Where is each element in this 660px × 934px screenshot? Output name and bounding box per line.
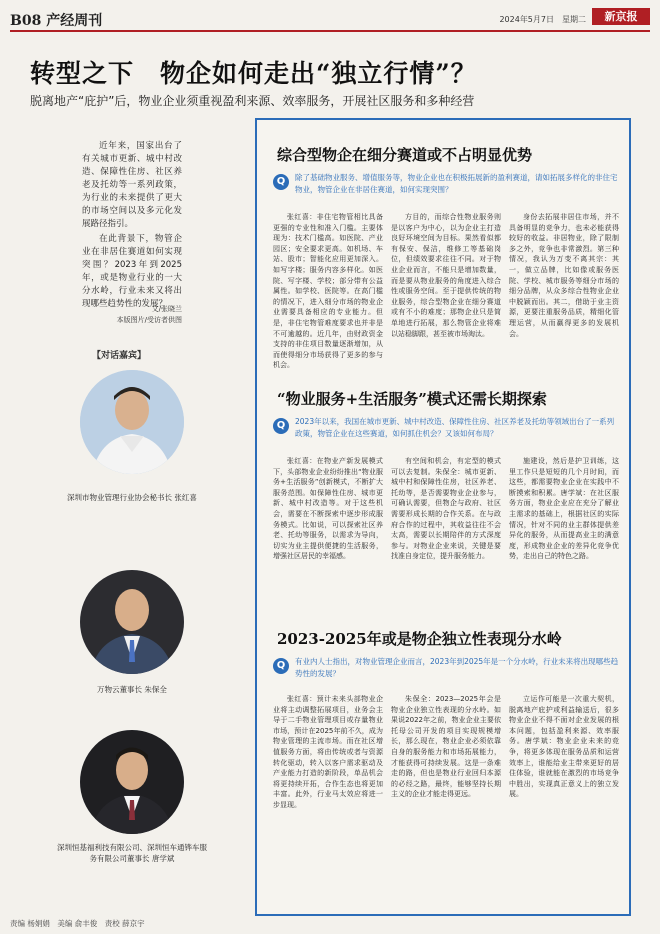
section-3-col-3-text: 立运作可能是一次重大契机，脱离地产庇护或利益输送后，很多物业企业不得不面对企业发展的根本问题，包括盈利来源、效率服务。唐学斌：物业企业未来的竞争，将更多体现在服务品质和运营效率上，谁能给业主带来更好的居住体验，谁就能在激烈的市场竞争中胜出，实现真正意义上的独立发展。 <box>509 695 619 799</box>
section-2-col-2 <box>391 456 501 622</box>
section-3-title: 2023-2025年或是物企独立性表现分水岭 <box>277 630 562 648</box>
lead-paragraph <box>82 140 182 313</box>
section-label: B08 产经周刊 <box>10 13 103 29</box>
guest-photo-2 <box>80 570 184 674</box>
section-3-question <box>273 656 621 694</box>
guest-caption-1: 深圳市物业管理行业协会秘书长 张红喜 <box>67 493 197 502</box>
page-subheadline: 脱离地产“庇护”后，物业企业须重视盈利来源、效率服务，开展社区服务和多种经营 <box>30 94 475 108</box>
lead-text-1: 近年来，国家出台了有关城市更新、城中村改造、保障性住房、社区养老及托幼等一系列政策，为行业的未来提供了更大的市场空间以及多元化发展路径指引。 <box>82 141 182 229</box>
section-1-col-1 <box>273 212 383 376</box>
guest-photo-3 <box>80 730 184 834</box>
portrait-icon <box>80 730 184 834</box>
guest-caption-3: 深圳恒基福利技有限公司、深圳恒车通铧车服务有限公司董事长 唐学斌 <box>57 843 207 863</box>
page-headline: 转型之下 物企如何走出“独立行情”？ <box>30 59 477 88</box>
section-2-col-3 <box>509 456 619 622</box>
section-2-title: “物业服务+生活服务”模式还需长期探索 <box>277 390 547 408</box>
section-3-col-1 <box>273 694 383 902</box>
section-3-col-2-text: 朱保全：2023—2025年会是物业企业独立性表现的分水岭。如果说2022年之前，物业企业主要依托母公司开发的项目实现规模增长，那么现在，物业企业必须依靠自身的服务能力和市场拓展能力，才能获得可持续发展。这是一条难走的路，但也是物业行业回归本源的必经之路，最终，能够坚持长期主义的企业才能走得更远。 <box>391 695 501 799</box>
section-3-col-2 <box>391 694 501 902</box>
section-1-col-2-text: 方目的，而综合性物业服务则是以客户为中心，以为企业主打造良好环境空间为目标。果然看似都有保安、保洁，维修工等基础岗位，但绩效要求往往不同。对于物业企业而言，不能只是增加数量，而是要从物业服务的角度进入综合性或服务空间。至于提供传统的物业服务，综合型物企业在细分赛道或有不小的难度；那物企业只是简单地进行拓展，那么物管企业将难以站稳脚跟，甚至被市场淘汰。 <box>391 213 501 338</box>
section-2-col-1 <box>273 456 383 622</box>
header-rule <box>10 30 650 32</box>
section-2-question-text: 2023年以来，我国在城市更新、城中村改造、保障性住房、社区养老及托幼等领域出台了一系列政策，物管企业在这些赛道，如何抓住机会？又该如何布局？ <box>295 417 615 438</box>
section-1-title: 综合型物企在细分赛道或不占明显优势 <box>277 146 533 164</box>
page-footer-credits: 责编 杨娟娟 美编 俞丰俊 责校 薛京宇 <box>10 919 145 928</box>
section-2-col-1-text: 张红喜：在物业产新发展模式下，头部物业企业纷纷推出“物业服务+生活服务”创新模式，不断扩大服务范围。如保障性住房、城市更新、城中村改造等。对于这些机会，需要在不断探索中逐步形成服务模式。比如说，可以探索社区养老、托幼等服务，以需求为导向，切实为业主提供便捷的生活服务，增强社区居民的幸福感。 <box>273 457 383 561</box>
section-2-body <box>273 456 619 622</box>
section-1-col-3-text: 身份去拓展非居住市场，并不具备明显的竞争力，也未必能获得较好的收益。非居物业，除了限制多之外，竞争也非常激烈。第三种情况，我认为万变不离其宗：其一，做立品牌，比如像或服务医院、学校、城市服务等细分市场的细分品牌，从众多综合性物业企业中脱颖而出。其二，借助于业主资源，更要注重服务品质，精细化管理运营，从而赢得更多的发展机会。 <box>509 213 619 338</box>
section-3-col-3 <box>509 694 619 902</box>
section-1-col-3 <box>509 212 619 376</box>
section-1-question-text: 除了基础物业服务、增值服务等，物业企业也在积极拓展新的盈利赛道，请如拓展多样化的非住宅物业，物管企业在非居住赛道，如何实现突围？ <box>295 173 618 194</box>
guest-caption-2: 万物云董事长 朱保全 <box>97 685 167 694</box>
lead-text-2: 在此背景下，物管企业在非居住赛道如何实现突围？2023年到2025年，或是物业行业的一大分水岭，行业未来又将出现哪些趋势性的发展？ <box>82 234 182 309</box>
qa-panel <box>255 118 631 916</box>
section-2-col-3-text: 施建设，然后是护卫训练，这里工作只是短短的几个月时间，而这些，都需要物业企业在实践中不断摸索和积累。唐学斌：在社区服务方面，物业企业应在充分了解业主需求的基础上，根据社区的实际情况，针对不同的业主群体提供差异化的服务，从而提高业主的满意度，形成物业企业的差异化竞争优势，走出自己的特色之路。 <box>509 457 619 561</box>
section-1-question <box>273 172 621 210</box>
issue-date: 2024年5月7日 星期二 <box>499 15 586 24</box>
section-2-question <box>273 416 621 454</box>
newspaper-logo: 新京报 <box>592 8 650 25</box>
portrait-icon <box>80 370 184 474</box>
section-1-col-2 <box>391 212 501 376</box>
byline-photo-credit: 本版图片/受访者供图 <box>116 316 182 324</box>
section-1-col-1-text: 张红喜：非住宅物管相比具备更强的专业性和准入门槛。主要体现为：技术门槛高。如医院、产业园区；安全要求更高。如机场、车站、股市；智能化应用更加深入。如写字楼；服务内容多样化。如医院、写字楼、学校；部分带有公益属性。如学校、医院等。在高门槛的情况下，进入细分市场的物业企业需要具备相应的专业能力。但是，非住宅物管难度要求也并非是不可逾越的。近几年，由财政资金支持的非住项目数量逐渐增加，从而使得细分市场获得了更多的参与机会。 <box>273 213 383 370</box>
byline <box>82 304 182 326</box>
question-icon: Q <box>273 418 289 434</box>
question-icon: Q <box>273 658 289 674</box>
question-icon: Q <box>273 174 289 190</box>
section-2-col-2-text: 有空间和机会，有定型的模式可以去复制。朱保全：城市更新、城中村和保障性住房，社区养老、托幼等，是否需要物业企业参与，可确认需要，但物企与政府、社区需要形成长期的合作关系。在与政府合作的过程中，其收益往往不会太高，需要以长期陪伴的方式深度参与。对物业企业来说，关键是要找准自身定位，提升服务能力。 <box>391 457 501 561</box>
guest-photo-1 <box>80 370 184 474</box>
section-3-col-1-text: 张红喜：预计未来头部物业企业将主动调整拓展项目，业务会主导于二手物业管理项目或存量物业市场，预计在2025年前不久，成为物业管理的主流市场。而在社区增值服务方面，将由传统或者与资源转化驱动，转入以客户需求驱动及产业能力打造的新阶段，单品机会将更持续开拓，合作生态也将更加丰富。此外，行业马太效应将进一步显现。 <box>273 695 383 809</box>
portrait-icon <box>80 570 184 674</box>
section-1-body <box>273 212 619 376</box>
section-3-question-text: 有业内人士指出，对物业管理企业而言，2023年到2025年是一个分水岭，行业未来将出现哪些趋势性的发展？ <box>295 657 619 678</box>
section-3-body <box>273 694 619 902</box>
byline-author: 文/张晓兰 <box>151 305 182 313</box>
guests-tag: 【对话嘉宾】 <box>92 351 147 361</box>
